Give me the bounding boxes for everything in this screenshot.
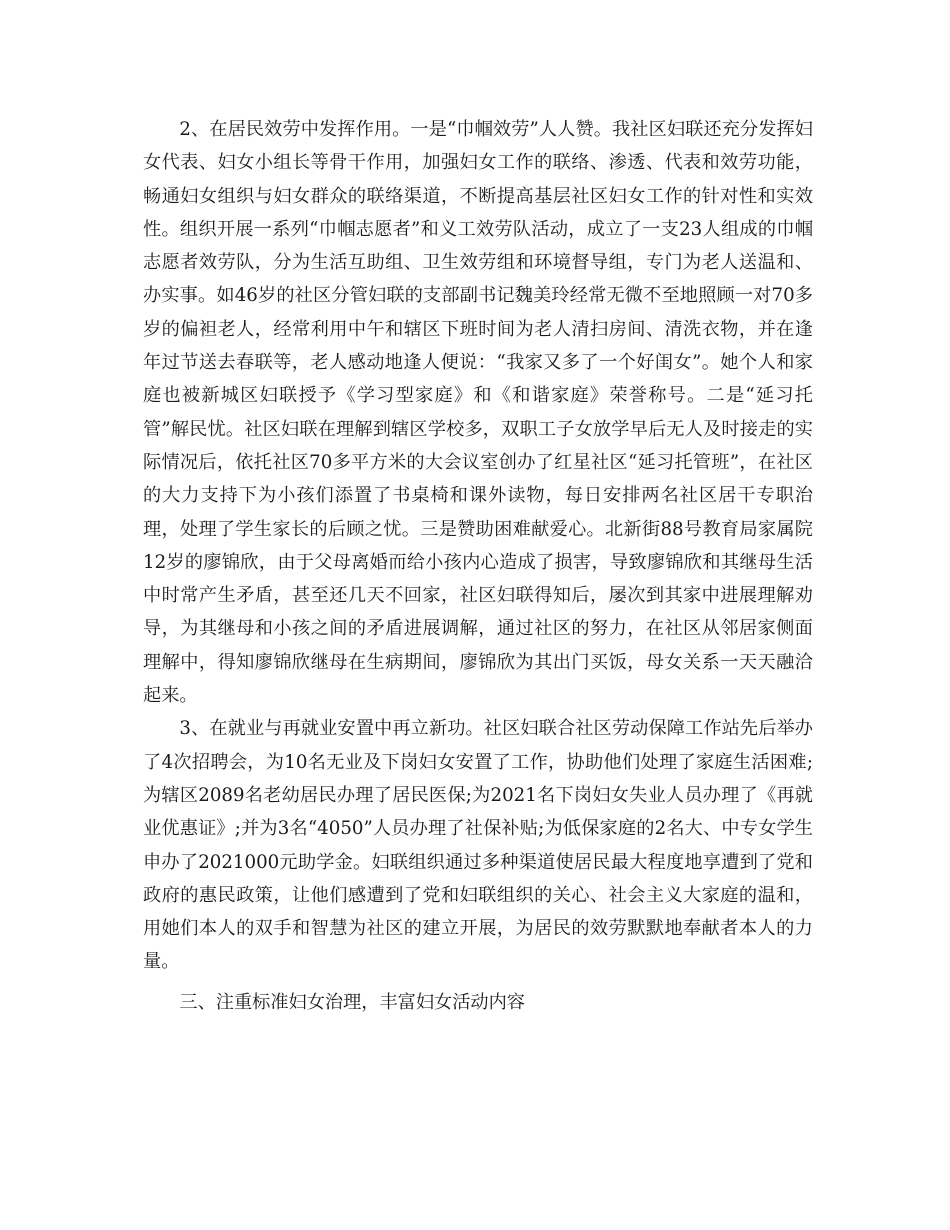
document-body [143, 113, 813, 1019]
section-heading: 三、注重标准妇女治理，丰富妇女活动内容 [179, 991, 525, 1013]
paragraph-residents-service: 2、在居民效劳中发挥作用。一是“巾帼效劳”人人赞。我社区妇联还充分发挥妇女代表、妇女小组长等骨干作用，加强妇女工作的联络、渗透、代表和效劳功能，畅通妇女组织与妇女群众的联络渠道，不断提高基层社区妇女工作的针对性和实效性。组织开展一系列“巾帼志愿者”和义工效劳队活动，成立了一支23人组成的巾帼志愿者效劳队，分为生活互助组、卫生效劳组和环境督导组，专门为老人送温和、办实事。如46岁的社区分管妇联的支部副书记魏美玲经常无微不至地照顾一对70多岁的偏袒老人，经常利用中午和辖区下班时间为老人清扫房间、清洗衣物，并在逢年过节送去春联等，老人感动地逢人便说：“我家又多了一个好闺女”。她个人和家庭也被新城区妇联授予《学习型家庭》和《和谐家庭》荣誉称号。二是“延习托管”解民忧。社区妇联在理解到辖区学校多，双职工子女放学早后无人及时接走的实际情况后，依托社区70多平方米的大会议室创办了红星社区“延习托管班”，在社区的大力支持下为小孩们添置了书桌椅和课外读物，每日安排两名社区居干专职治理，处理了学生家长的后顾之忧。三是赞助困难献爱心。北新街88号教育局家属院12岁的廖锦欣，由于父母离婚而给小孩内心造成了损害，导致廖锦欣和其继母生活中时常产生矛盾，甚至还几天不回家，社区妇联得知后，屡次到其家中进展理解劝导，为其继母和小孩之间的矛盾进展调解，通过社区的努力，在社区从邻居家侧面理解中，得知廖锦欣继母在生病期间，廖锦欣为其出门买饭，母女关系一天天融洽起来。 [143, 119, 813, 707]
paragraph-employment: 3、在就业与再就业安置中再立新功。社区妇联合社区劳动保障工作站先后举办了4次招聘会，为10名无业及下岗妇女安置了工作，协助他们处理了家庭生活困难;为辖区2089名老幼居民办理了居民医保;为2021名下岗妇女失业人员办理了《再就业优惠证》;并为3名“4050”人员办理了社保补贴;为低保家庭的2名大、中专女学生申办了2021000元助学金。妇联组织通过多种渠道使居民最大程度地享遭到了党和政府的惠民政策，让他们感遭到了党和妇联组织的关心、社会主义大家庭的温和，用她们本人的双手和智慧为社区的建立开展，为居民的效劳默默地奉献者本人的力量。 [143, 718, 813, 973]
